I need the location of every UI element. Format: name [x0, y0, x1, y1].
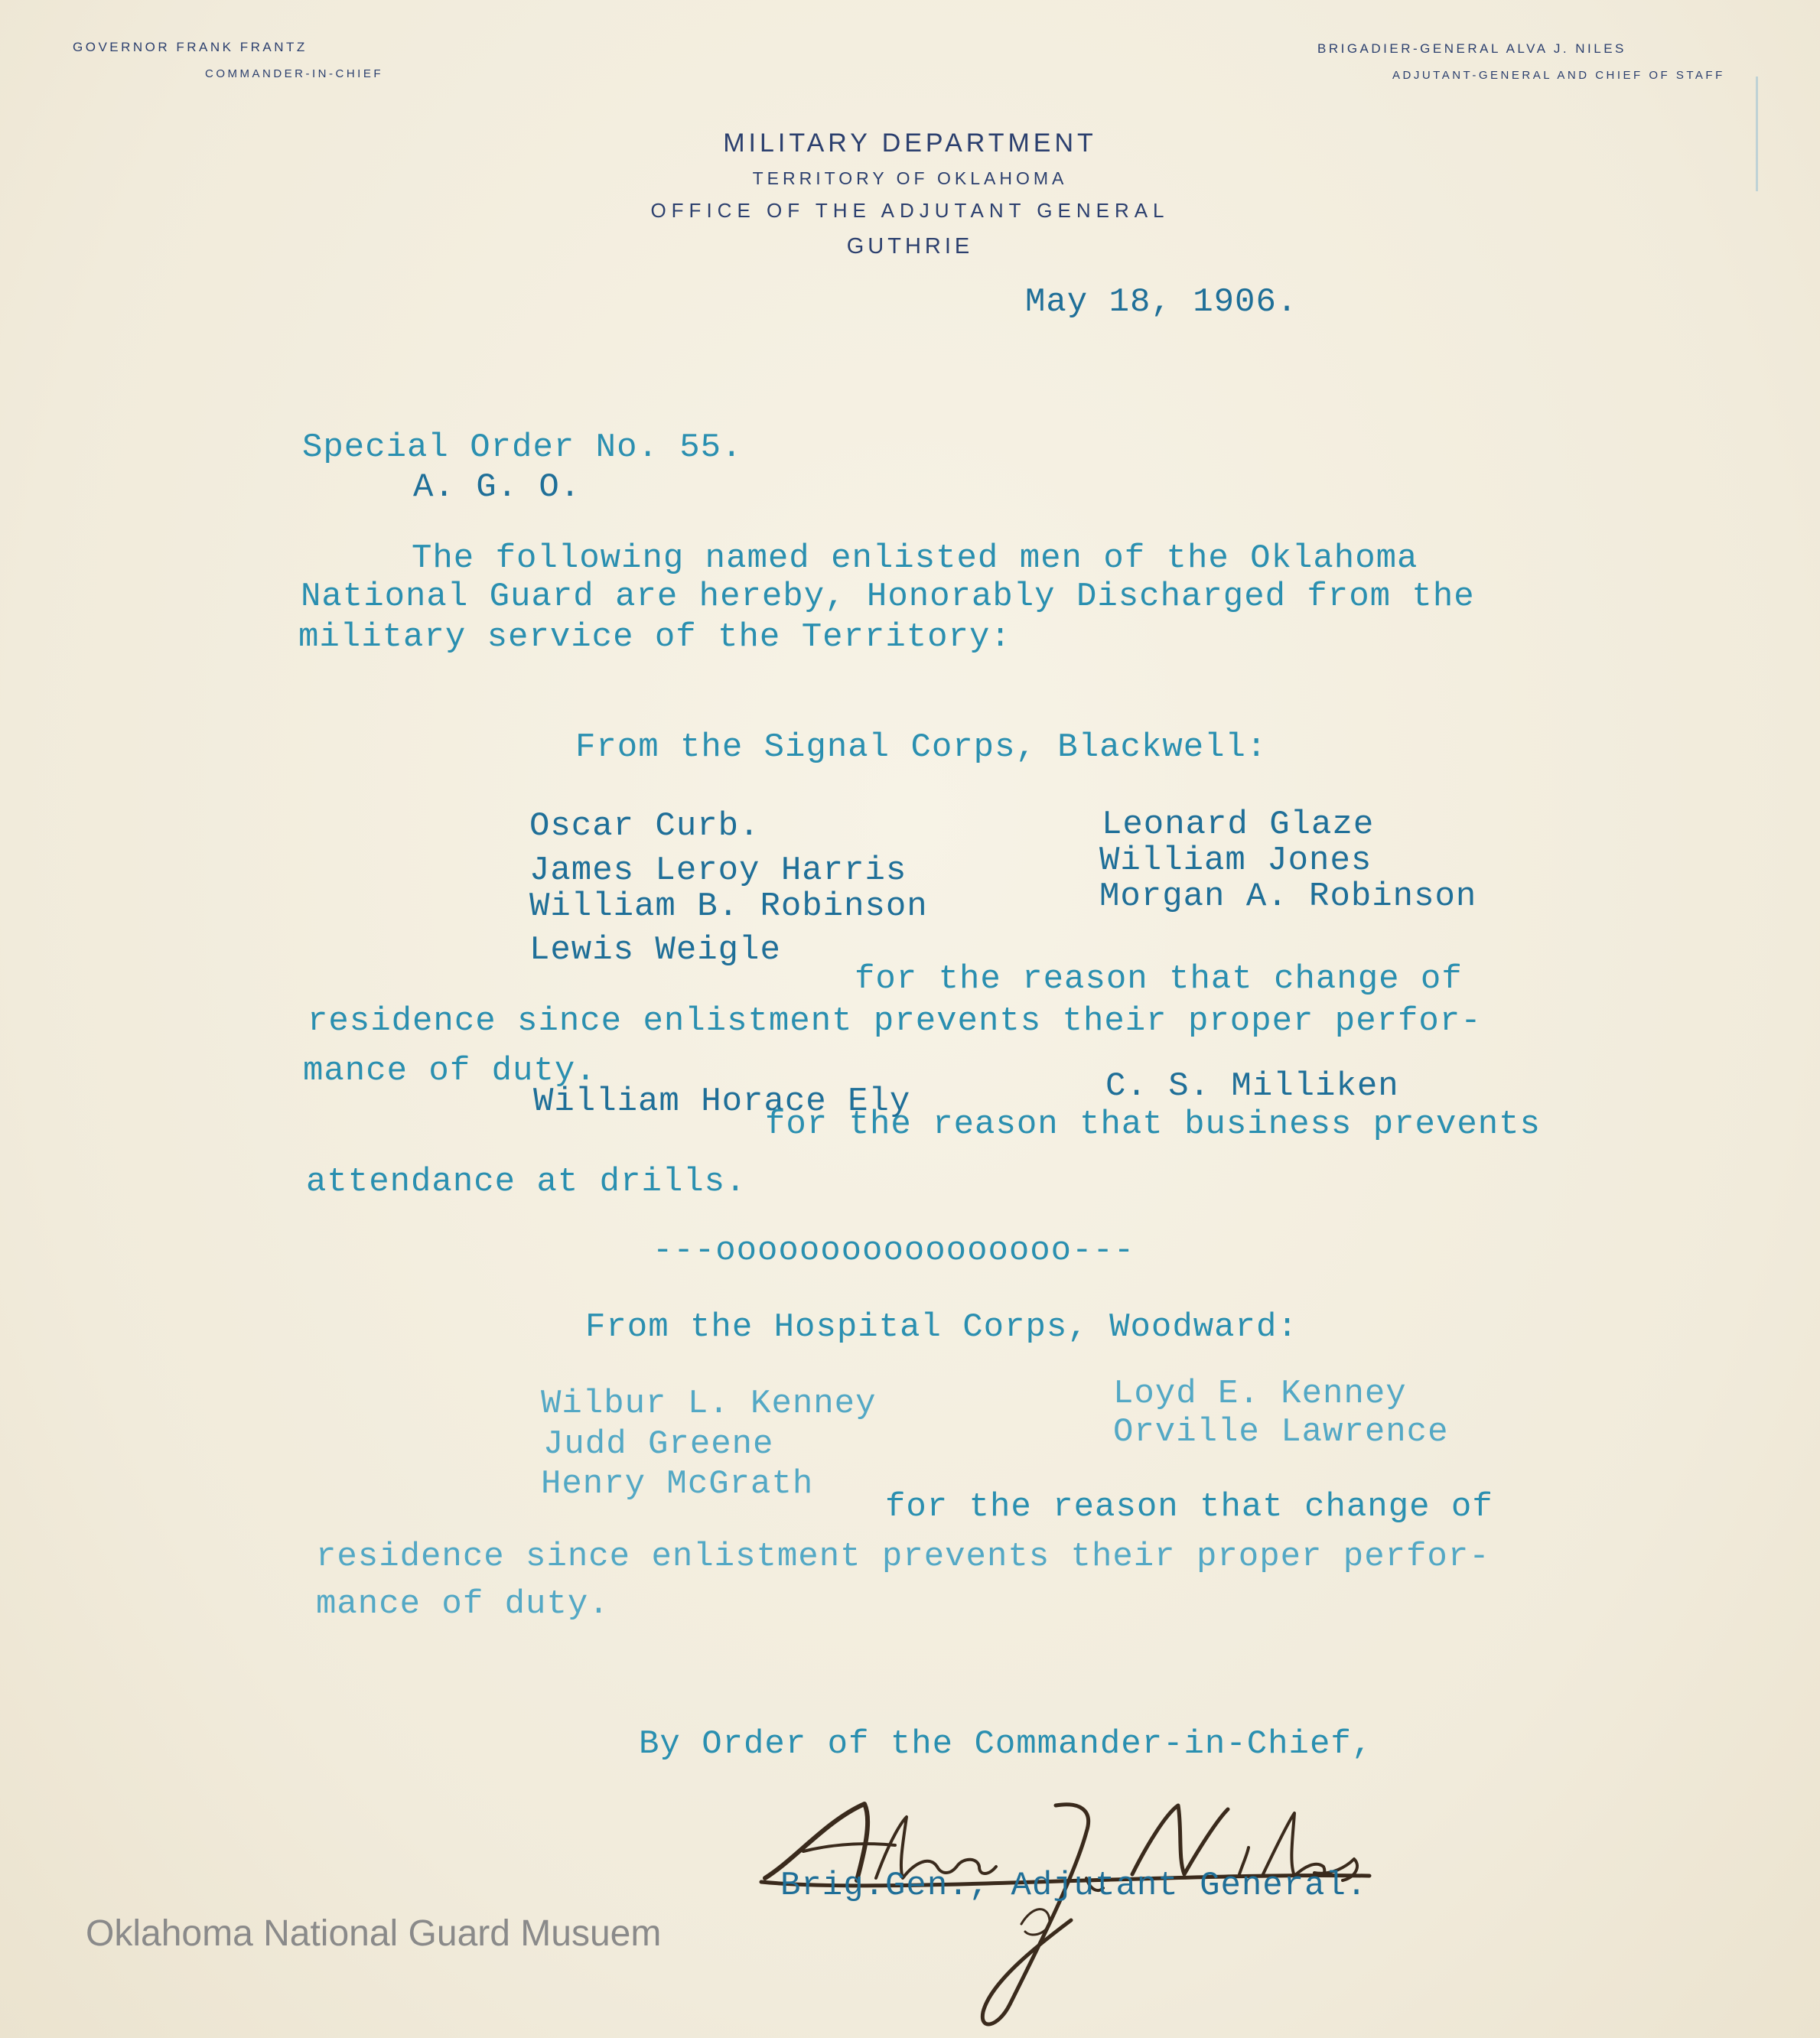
hospital-reason-line-1: for the reason that change of — [885, 1488, 1493, 1526]
hospital-name: Wilbur L. Kenney — [541, 1385, 877, 1423]
hospital-name: Judd Greene — [543, 1425, 774, 1463]
by-order-line: By Order of the Commander-in-Chief, — [639, 1725, 1373, 1763]
hospital-reason-line-3: mance of duty. — [316, 1585, 610, 1623]
hospital-corps-heading: From the Hospital Corps, Woodward: — [585, 1308, 1298, 1346]
letterhead-governor-title: COMMANDER-IN-CHIEF — [205, 67, 383, 80]
signal-reason-line-1: for the reason that change of — [855, 960, 1463, 998]
hospital-name: Loyd E. Kenney — [1113, 1375, 1407, 1413]
letterhead-department: MILITARY DEPARTMENT — [723, 129, 1097, 158]
signal-name: Leonard Glaze — [1102, 806, 1375, 844]
hospital-name: Orville Lawrence — [1113, 1413, 1449, 1451]
letterhead-city: GUTHRIE — [846, 234, 974, 259]
signal-name: Oscar Curb. — [529, 807, 760, 845]
separator-line: ---ooooooooooooooooo--- — [653, 1232, 1135, 1270]
signatory-title: Brig.Gen., Adjutant General. — [780, 1867, 1368, 1905]
museum-watermark: Oklahoma National Guard Musuem — [86, 1913, 662, 1954]
signal-corps-heading: From the Signal Corps, Blackwell: — [575, 728, 1268, 767]
hospital-name: Henry McGrath — [541, 1465, 814, 1503]
letterhead-office: OFFICE OF THE ADJUTANT GENERAL — [650, 199, 1170, 222]
signal-name: Morgan A. Robinson — [1099, 877, 1477, 916]
intro-line-1: The following named enlisted men of the Oklahoma — [412, 539, 1418, 578]
signal-reason-line-2: residence since enlistment prevents their proper perfor- — [308, 1002, 1482, 1040]
intro-line-3: military service of the Territory: — [298, 618, 1011, 656]
business-reason-line-1: for the reason that business prevents — [765, 1105, 1541, 1144]
business-name: C. S. Milliken — [1105, 1067, 1399, 1105]
letterhead-governor: GOVERNOR FRANK FRANTZ — [73, 40, 308, 54]
signature-image — [750, 1790, 1392, 2038]
intro-line-2: National Guard are hereby, Honorably Discharged from the — [301, 578, 1475, 616]
letterhead-general: BRIGADIER-GENERAL ALVA J. NILES — [1317, 41, 1626, 56]
signal-name: Lewis Weigle — [529, 931, 781, 969]
letterhead-territory: TERRITORY OF OKLAHOMA — [752, 168, 1068, 188]
signal-name: James Leroy Harris — [529, 851, 907, 890]
business-name: William Horace Ely — [533, 1082, 911, 1121]
letter-date: May 18, 1906. — [1025, 283, 1298, 321]
signal-reason-line-3: mance of duty. — [303, 1052, 597, 1090]
office-code: A. G. O. — [413, 468, 581, 506]
business-reason-line-2: attendance at drills. — [306, 1163, 747, 1201]
signal-name: William Jones — [1099, 842, 1372, 880]
letterhead-general-title: ADJUTANT-GENERAL AND CHIEF OF STAFF — [1392, 69, 1725, 82]
hospital-reason-line-2: residence since enlistment prevents their proper perfor- — [316, 1538, 1490, 1576]
signal-name: William B. Robinson — [529, 887, 928, 926]
special-order-number: Special Order No. 55. — [302, 428, 743, 467]
